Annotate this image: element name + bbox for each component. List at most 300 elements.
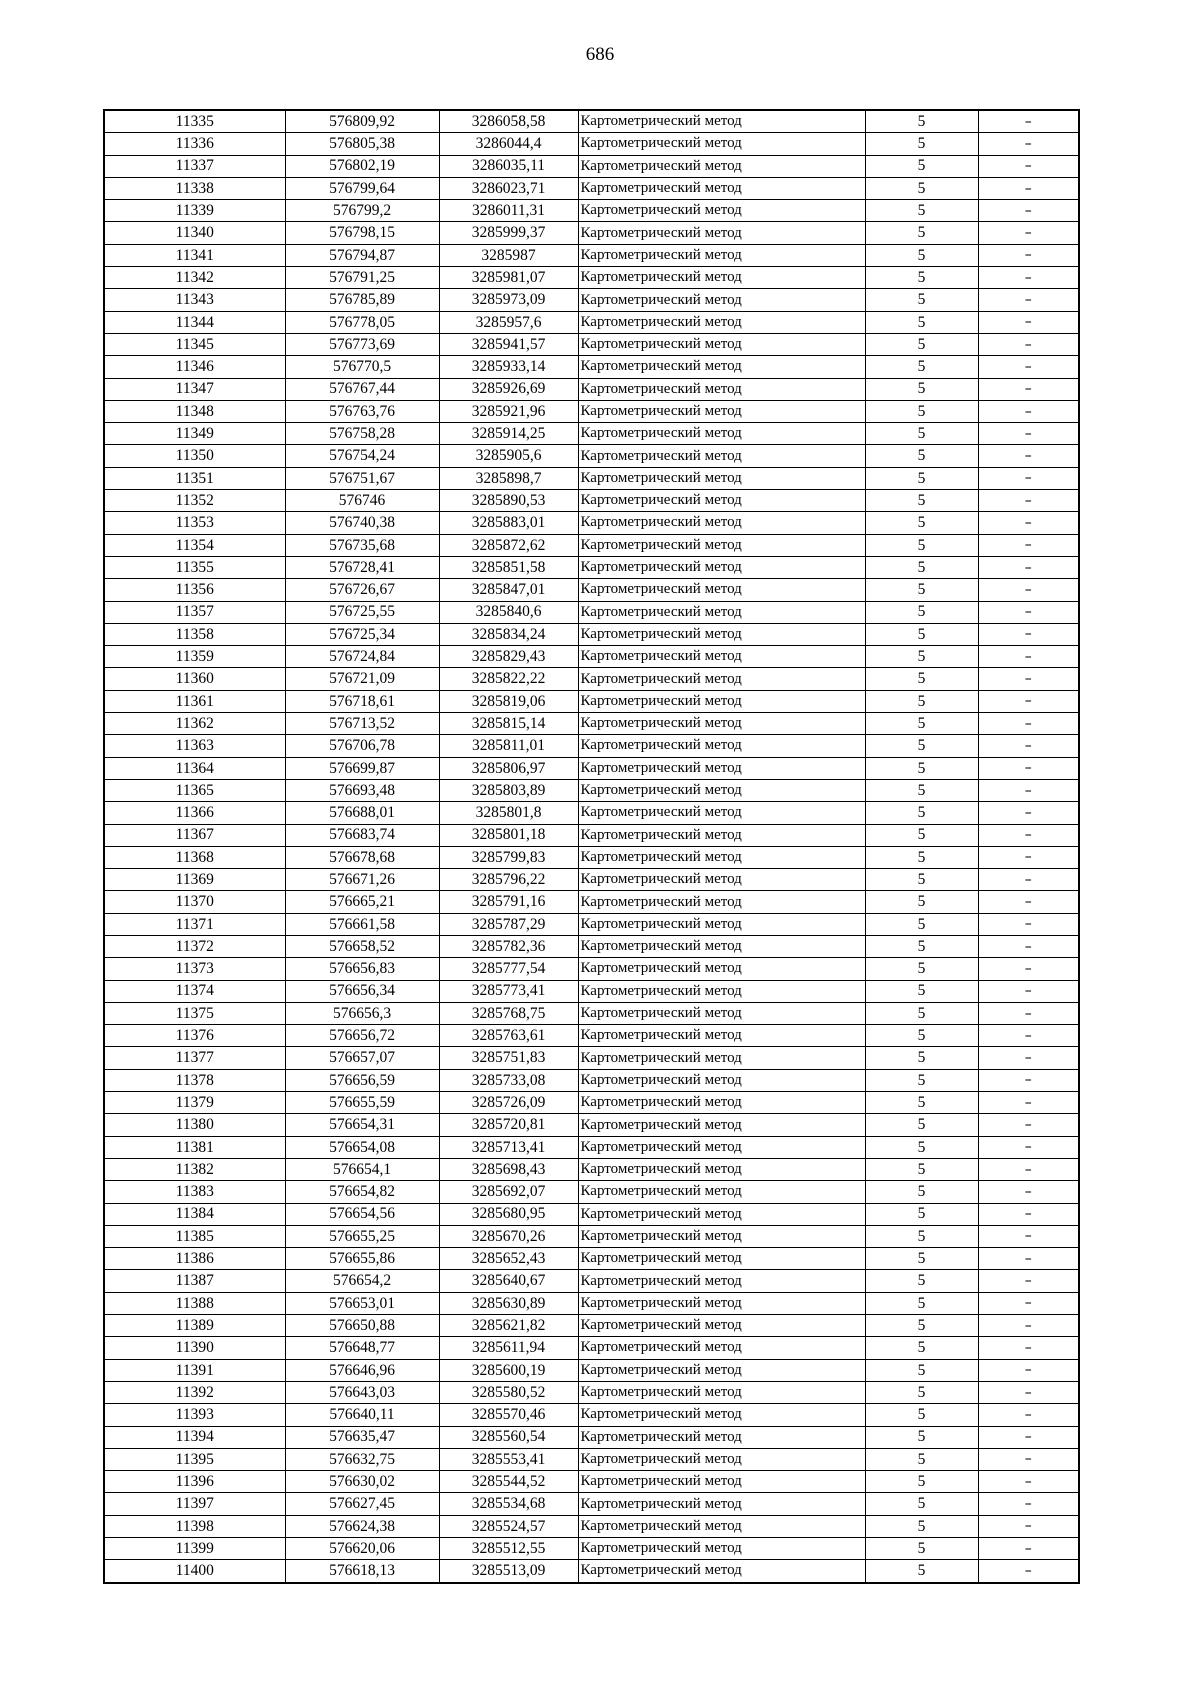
table-row xyxy=(104,958,1079,980)
y-coordinate-cell: 3285773,41 xyxy=(439,980,578,1002)
point-number-cell: 11364 xyxy=(104,757,285,779)
note-cell: – xyxy=(978,1471,1079,1493)
method-cell: Картометрический метод xyxy=(578,802,865,824)
note-cell: – xyxy=(978,289,1079,311)
table-row xyxy=(104,913,1079,935)
table-row xyxy=(104,200,1079,222)
method-cell: Картометрический метод xyxy=(578,1002,865,1024)
point-number-cell: 11343 xyxy=(104,289,285,311)
y-coordinate-cell: 3285782,36 xyxy=(439,935,578,957)
point-number-cell: 11381 xyxy=(104,1136,285,1158)
table-row xyxy=(104,891,1079,913)
method-cell: Картометрический метод xyxy=(578,1047,865,1069)
note-cell: – xyxy=(978,445,1079,467)
accuracy-cell: 5 xyxy=(865,1181,978,1203)
method-cell: Картометрический метод xyxy=(578,690,865,712)
point-number-cell: 11391 xyxy=(104,1359,285,1381)
accuracy-cell: 5 xyxy=(865,1203,978,1225)
accuracy-cell: 5 xyxy=(865,980,978,1002)
accuracy-cell: 5 xyxy=(865,289,978,311)
table-row xyxy=(104,155,1079,177)
point-number-cell: 11395 xyxy=(104,1448,285,1470)
y-coordinate-cell: 3285621,82 xyxy=(439,1315,578,1337)
method-cell: Картометрический метод xyxy=(578,556,865,578)
x-coordinate-cell: 576654,56 xyxy=(285,1203,439,1225)
accuracy-cell: 5 xyxy=(865,1381,978,1403)
table-row xyxy=(104,333,1079,355)
accuracy-cell: 5 xyxy=(865,1225,978,1247)
x-coordinate-cell: 576665,21 xyxy=(285,891,439,913)
x-coordinate-cell: 576713,52 xyxy=(285,713,439,735)
y-coordinate-cell: 3285851,58 xyxy=(439,556,578,578)
y-coordinate-cell: 3285544,52 xyxy=(439,1471,578,1493)
method-cell: Картометрический метод xyxy=(578,1069,865,1091)
x-coordinate-cell: 576678,68 xyxy=(285,846,439,868)
note-cell: – xyxy=(978,1493,1079,1515)
x-coordinate-cell: 576706,78 xyxy=(285,735,439,757)
accuracy-cell: 5 xyxy=(865,869,978,891)
y-coordinate-cell: 3285720,81 xyxy=(439,1114,578,1136)
table-row xyxy=(104,980,1079,1002)
point-number-cell: 11370 xyxy=(104,891,285,913)
table-row xyxy=(104,133,1079,155)
table-row xyxy=(104,690,1079,712)
note-cell: – xyxy=(978,467,1079,489)
y-coordinate-cell: 3285933,14 xyxy=(439,356,578,378)
method-cell: Картометрический метод xyxy=(578,713,865,735)
table-row xyxy=(104,1493,1079,1515)
x-coordinate-cell: 576805,38 xyxy=(285,133,439,155)
y-coordinate-cell: 3285512,55 xyxy=(439,1538,578,1560)
table-row xyxy=(104,423,1079,445)
method-cell: Картометрический метод xyxy=(578,1359,865,1381)
table-row xyxy=(104,222,1079,244)
point-number-cell: 11349 xyxy=(104,423,285,445)
method-cell: Картометрический метод xyxy=(578,289,865,311)
method-cell: Картометрический метод xyxy=(578,1203,865,1225)
y-coordinate-cell: 3285560,54 xyxy=(439,1426,578,1448)
note-cell: – xyxy=(978,556,1079,578)
note-cell: – xyxy=(978,690,1079,712)
method-cell: Картометрический метод xyxy=(578,1225,865,1247)
x-coordinate-cell: 576661,58 xyxy=(285,913,439,935)
point-number-cell: 11400 xyxy=(104,1560,285,1583)
x-coordinate-cell: 576650,88 xyxy=(285,1315,439,1337)
point-number-cell: 11348 xyxy=(104,400,285,422)
method-cell: Картометрический метод xyxy=(578,1025,865,1047)
table-row xyxy=(104,802,1079,824)
accuracy-cell: 5 xyxy=(865,601,978,623)
y-coordinate-cell: 3285787,29 xyxy=(439,913,578,935)
point-number-cell: 11356 xyxy=(104,579,285,601)
x-coordinate-cell: 576799,2 xyxy=(285,200,439,222)
note-cell: – xyxy=(978,222,1079,244)
method-cell: Картометрический метод xyxy=(578,467,865,489)
y-coordinate-cell: 3285987 xyxy=(439,244,578,266)
y-coordinate-cell: 3285513,09 xyxy=(439,1560,578,1583)
page-number: 686 xyxy=(585,44,615,65)
table-row xyxy=(104,445,1079,467)
note-cell: – xyxy=(978,1337,1079,1359)
note-cell: – xyxy=(978,356,1079,378)
table-row xyxy=(104,378,1079,400)
x-coordinate-cell: 576767,44 xyxy=(285,378,439,400)
note-cell: – xyxy=(978,713,1079,735)
note-cell: – xyxy=(978,958,1079,980)
point-number-cell: 11365 xyxy=(104,779,285,801)
point-number-cell: 11339 xyxy=(104,200,285,222)
y-coordinate-cell: 3285981,07 xyxy=(439,267,578,289)
table-row xyxy=(104,579,1079,601)
y-coordinate-cell: 3285973,09 xyxy=(439,289,578,311)
point-number-cell: 11379 xyxy=(104,1092,285,1114)
point-number-cell: 11347 xyxy=(104,378,285,400)
note-cell: – xyxy=(978,646,1079,668)
accuracy-cell: 5 xyxy=(865,1315,978,1337)
accuracy-cell: 5 xyxy=(865,1047,978,1069)
note-cell: – xyxy=(978,267,1079,289)
table-row xyxy=(104,757,1079,779)
accuracy-cell: 5 xyxy=(865,356,978,378)
method-cell: Картометрический метод xyxy=(578,980,865,1002)
table-row xyxy=(104,1114,1079,1136)
point-number-cell: 11373 xyxy=(104,958,285,980)
x-coordinate-cell: 576721,09 xyxy=(285,668,439,690)
note-cell: – xyxy=(978,1002,1079,1024)
y-coordinate-cell: 3285921,96 xyxy=(439,400,578,422)
table-row xyxy=(104,177,1079,199)
table-row xyxy=(104,646,1079,668)
table-row xyxy=(104,490,1079,512)
x-coordinate-cell: 576802,19 xyxy=(285,155,439,177)
point-number-cell: 11351 xyxy=(104,467,285,489)
method-cell: Картометрический метод xyxy=(578,1315,865,1337)
note-cell: – xyxy=(978,1136,1079,1158)
method-cell: Картометрический метод xyxy=(578,1426,865,1448)
accuracy-cell: 5 xyxy=(865,958,978,980)
point-number-cell: 11396 xyxy=(104,1471,285,1493)
y-coordinate-cell: 3285726,09 xyxy=(439,1092,578,1114)
table-row xyxy=(104,1448,1079,1470)
y-coordinate-cell: 3285777,54 xyxy=(439,958,578,980)
accuracy-cell: 5 xyxy=(865,467,978,489)
point-number-cell: 11394 xyxy=(104,1426,285,1448)
table-row xyxy=(104,110,1079,133)
point-number-cell: 11388 xyxy=(104,1292,285,1314)
x-coordinate-cell: 576618,13 xyxy=(285,1560,439,1583)
coordinates-table-body xyxy=(104,110,1079,1583)
x-coordinate-cell: 576758,28 xyxy=(285,423,439,445)
y-coordinate-cell: 3285751,83 xyxy=(439,1047,578,1069)
y-coordinate-cell: 3286058,58 xyxy=(439,110,578,133)
x-coordinate-cell: 576725,34 xyxy=(285,623,439,645)
table-row xyxy=(104,1381,1079,1403)
note-cell: – xyxy=(978,668,1079,690)
x-coordinate-cell: 576699,87 xyxy=(285,757,439,779)
accuracy-cell: 5 xyxy=(865,713,978,735)
x-coordinate-cell: 576656,34 xyxy=(285,980,439,1002)
table-row xyxy=(104,311,1079,333)
table-row xyxy=(104,512,1079,534)
note-cell: – xyxy=(978,1560,1079,1583)
accuracy-cell: 5 xyxy=(865,200,978,222)
note-cell: – xyxy=(978,244,1079,266)
table-row xyxy=(104,1471,1079,1493)
x-coordinate-cell: 576643,03 xyxy=(285,1381,439,1403)
x-coordinate-cell: 576778,05 xyxy=(285,311,439,333)
y-coordinate-cell: 3285763,61 xyxy=(439,1025,578,1047)
accuracy-cell: 5 xyxy=(865,445,978,467)
point-number-cell: 11341 xyxy=(104,244,285,266)
method-cell: Картометрический метод xyxy=(578,177,865,199)
x-coordinate-cell: 576635,47 xyxy=(285,1426,439,1448)
x-coordinate-cell: 576656,59 xyxy=(285,1069,439,1091)
table-row xyxy=(104,1292,1079,1314)
x-coordinate-cell: 576763,76 xyxy=(285,400,439,422)
point-number-cell: 11367 xyxy=(104,824,285,846)
table-row xyxy=(104,1225,1079,1247)
note-cell: – xyxy=(978,1381,1079,1403)
accuracy-cell: 5 xyxy=(865,1560,978,1583)
point-number-cell: 11358 xyxy=(104,623,285,645)
method-cell: Картометрический метод xyxy=(578,1381,865,1403)
note-cell: – xyxy=(978,423,1079,445)
y-coordinate-cell: 3285905,6 xyxy=(439,445,578,467)
point-number-cell: 11345 xyxy=(104,333,285,355)
y-coordinate-cell: 3285819,06 xyxy=(439,690,578,712)
table-row xyxy=(104,1181,1079,1203)
accuracy-cell: 5 xyxy=(865,512,978,534)
point-number-cell: 11399 xyxy=(104,1538,285,1560)
point-number-cell: 11342 xyxy=(104,267,285,289)
note-cell: – xyxy=(978,378,1079,400)
y-coordinate-cell: 3285815,14 xyxy=(439,713,578,735)
accuracy-cell: 5 xyxy=(865,1025,978,1047)
accuracy-cell: 5 xyxy=(865,267,978,289)
method-cell: Картометрический метод xyxy=(578,1448,865,1470)
table-row xyxy=(104,534,1079,556)
point-number-cell: 11335 xyxy=(104,110,285,133)
x-coordinate-cell: 576656,83 xyxy=(285,958,439,980)
accuracy-cell: 5 xyxy=(865,1114,978,1136)
x-coordinate-cell: 576746 xyxy=(285,490,439,512)
y-coordinate-cell: 3285733,08 xyxy=(439,1069,578,1091)
y-coordinate-cell: 3285570,46 xyxy=(439,1404,578,1426)
y-coordinate-cell: 3285883,01 xyxy=(439,512,578,534)
note-cell: – xyxy=(978,400,1079,422)
note-cell: – xyxy=(978,1270,1079,1292)
accuracy-cell: 5 xyxy=(865,1471,978,1493)
table-row xyxy=(104,400,1079,422)
accuracy-cell: 5 xyxy=(865,913,978,935)
point-number-cell: 11382 xyxy=(104,1158,285,1180)
x-coordinate-cell: 576654,31 xyxy=(285,1114,439,1136)
note-cell: – xyxy=(978,601,1079,623)
table-row xyxy=(104,935,1079,957)
method-cell: Картометрический метод xyxy=(578,601,865,623)
method-cell: Картометрический метод xyxy=(578,1092,865,1114)
x-coordinate-cell: 576785,89 xyxy=(285,289,439,311)
note-cell: – xyxy=(978,133,1079,155)
accuracy-cell: 5 xyxy=(865,646,978,668)
point-number-cell: 11377 xyxy=(104,1047,285,1069)
point-number-cell: 11383 xyxy=(104,1181,285,1203)
x-coordinate-cell: 576728,41 xyxy=(285,556,439,578)
table-row xyxy=(104,1002,1079,1024)
x-coordinate-cell: 576671,26 xyxy=(285,869,439,891)
x-coordinate-cell: 576794,87 xyxy=(285,244,439,266)
table-row xyxy=(104,668,1079,690)
note-cell: – xyxy=(978,757,1079,779)
point-number-cell: 11340 xyxy=(104,222,285,244)
note-cell: – xyxy=(978,200,1079,222)
accuracy-cell: 5 xyxy=(865,846,978,868)
x-coordinate-cell: 576627,45 xyxy=(285,1493,439,1515)
point-number-cell: 11384 xyxy=(104,1203,285,1225)
note-cell: – xyxy=(978,177,1079,199)
point-number-cell: 11397 xyxy=(104,1493,285,1515)
accuracy-cell: 5 xyxy=(865,1002,978,1024)
x-coordinate-cell: 576809,92 xyxy=(285,110,439,133)
accuracy-cell: 5 xyxy=(865,1448,978,1470)
x-coordinate-cell: 576751,67 xyxy=(285,467,439,489)
note-cell: – xyxy=(978,1181,1079,1203)
accuracy-cell: 5 xyxy=(865,579,978,601)
point-number-cell: 11371 xyxy=(104,913,285,935)
note-cell: – xyxy=(978,1404,1079,1426)
note-cell: – xyxy=(978,980,1079,1002)
method-cell: Картометрический метод xyxy=(578,512,865,534)
method-cell: Картометрический метод xyxy=(578,579,865,601)
method-cell: Картометрический метод xyxy=(578,646,865,668)
point-number-cell: 11357 xyxy=(104,601,285,623)
accuracy-cell: 5 xyxy=(865,735,978,757)
note-cell: – xyxy=(978,846,1079,868)
y-coordinate-cell: 3285840,6 xyxy=(439,601,578,623)
y-coordinate-cell: 3285926,69 xyxy=(439,378,578,400)
table-row xyxy=(104,1359,1079,1381)
method-cell: Картометрический метод xyxy=(578,891,865,913)
method-cell: Картометрический метод xyxy=(578,490,865,512)
table-row xyxy=(104,1092,1079,1114)
method-cell: Картометрический метод xyxy=(578,935,865,957)
note-cell: – xyxy=(978,1538,1079,1560)
method-cell: Картометрический метод xyxy=(578,1181,865,1203)
table-row xyxy=(104,267,1079,289)
note-cell: – xyxy=(978,623,1079,645)
y-coordinate-cell: 3286011,31 xyxy=(439,200,578,222)
y-coordinate-cell: 3285957,6 xyxy=(439,311,578,333)
accuracy-cell: 5 xyxy=(865,333,978,355)
table-row xyxy=(104,869,1079,891)
accuracy-cell: 5 xyxy=(865,935,978,957)
accuracy-cell: 5 xyxy=(865,1404,978,1426)
y-coordinate-cell: 3285941,57 xyxy=(439,333,578,355)
accuracy-cell: 5 xyxy=(865,779,978,801)
y-coordinate-cell: 3285811,01 xyxy=(439,735,578,757)
note-cell: – xyxy=(978,869,1079,891)
y-coordinate-cell: 3285713,41 xyxy=(439,1136,578,1158)
table-row xyxy=(104,824,1079,846)
coordinates-table xyxy=(103,109,1080,1584)
table-row xyxy=(104,244,1079,266)
point-number-cell: 11338 xyxy=(104,177,285,199)
method-cell: Картометрический метод xyxy=(578,735,865,757)
accuracy-cell: 5 xyxy=(865,1092,978,1114)
point-number-cell: 11374 xyxy=(104,980,285,1002)
x-coordinate-cell: 576683,74 xyxy=(285,824,439,846)
x-coordinate-cell: 576688,01 xyxy=(285,802,439,824)
note-cell: – xyxy=(978,1448,1079,1470)
y-coordinate-cell: 3285534,68 xyxy=(439,1493,578,1515)
point-number-cell: 11352 xyxy=(104,490,285,512)
point-number-cell: 11362 xyxy=(104,713,285,735)
x-coordinate-cell: 576799,64 xyxy=(285,177,439,199)
table-row xyxy=(104,289,1079,311)
point-number-cell: 11390 xyxy=(104,1337,285,1359)
note-cell: – xyxy=(978,824,1079,846)
y-coordinate-cell: 3285847,01 xyxy=(439,579,578,601)
accuracy-cell: 5 xyxy=(865,891,978,913)
accuracy-cell: 5 xyxy=(865,534,978,556)
accuracy-cell: 5 xyxy=(865,690,978,712)
method-cell: Картометрический метод xyxy=(578,155,865,177)
note-cell: – xyxy=(978,1069,1079,1091)
accuracy-cell: 5 xyxy=(865,222,978,244)
point-number-cell: 11376 xyxy=(104,1025,285,1047)
x-coordinate-cell: 576632,75 xyxy=(285,1448,439,1470)
y-coordinate-cell: 3285834,24 xyxy=(439,623,578,645)
accuracy-cell: 5 xyxy=(865,757,978,779)
method-cell: Картометрический метод xyxy=(578,1538,865,1560)
accuracy-cell: 5 xyxy=(865,1158,978,1180)
method-cell: Картометрический метод xyxy=(578,200,865,222)
y-coordinate-cell: 3285698,43 xyxy=(439,1158,578,1180)
point-number-cell: 11369 xyxy=(104,869,285,891)
table-row xyxy=(104,1047,1079,1069)
y-coordinate-cell: 3285796,22 xyxy=(439,869,578,891)
table-row xyxy=(104,1270,1079,1292)
note-cell: – xyxy=(978,579,1079,601)
method-cell: Картометрический метод xyxy=(578,846,865,868)
y-coordinate-cell: 3285999,37 xyxy=(439,222,578,244)
y-coordinate-cell: 3285524,57 xyxy=(439,1515,578,1537)
method-cell: Картометрический метод xyxy=(578,869,865,891)
method-cell: Картометрический метод xyxy=(578,1337,865,1359)
method-cell: Картометрический метод xyxy=(578,222,865,244)
x-coordinate-cell: 576656,3 xyxy=(285,1002,439,1024)
y-coordinate-cell: 3285801,18 xyxy=(439,824,578,846)
method-cell: Картометрический метод xyxy=(578,1136,865,1158)
table-row xyxy=(104,1538,1079,1560)
point-number-cell: 11378 xyxy=(104,1069,285,1091)
accuracy-cell: 5 xyxy=(865,1136,978,1158)
method-cell: Картометрический метод xyxy=(578,110,865,133)
accuracy-cell: 5 xyxy=(865,133,978,155)
y-coordinate-cell: 3285803,89 xyxy=(439,779,578,801)
method-cell: Картометрический метод xyxy=(578,824,865,846)
note-cell: – xyxy=(978,1092,1079,1114)
x-coordinate-cell: 576726,67 xyxy=(285,579,439,601)
x-coordinate-cell: 576658,52 xyxy=(285,935,439,957)
x-coordinate-cell: 576655,86 xyxy=(285,1248,439,1270)
point-number-cell: 11375 xyxy=(104,1002,285,1024)
method-cell: Картометрический метод xyxy=(578,668,865,690)
x-coordinate-cell: 576654,1 xyxy=(285,1158,439,1180)
y-coordinate-cell: 3285640,67 xyxy=(439,1270,578,1292)
accuracy-cell: 5 xyxy=(865,824,978,846)
x-coordinate-cell: 576655,25 xyxy=(285,1225,439,1247)
